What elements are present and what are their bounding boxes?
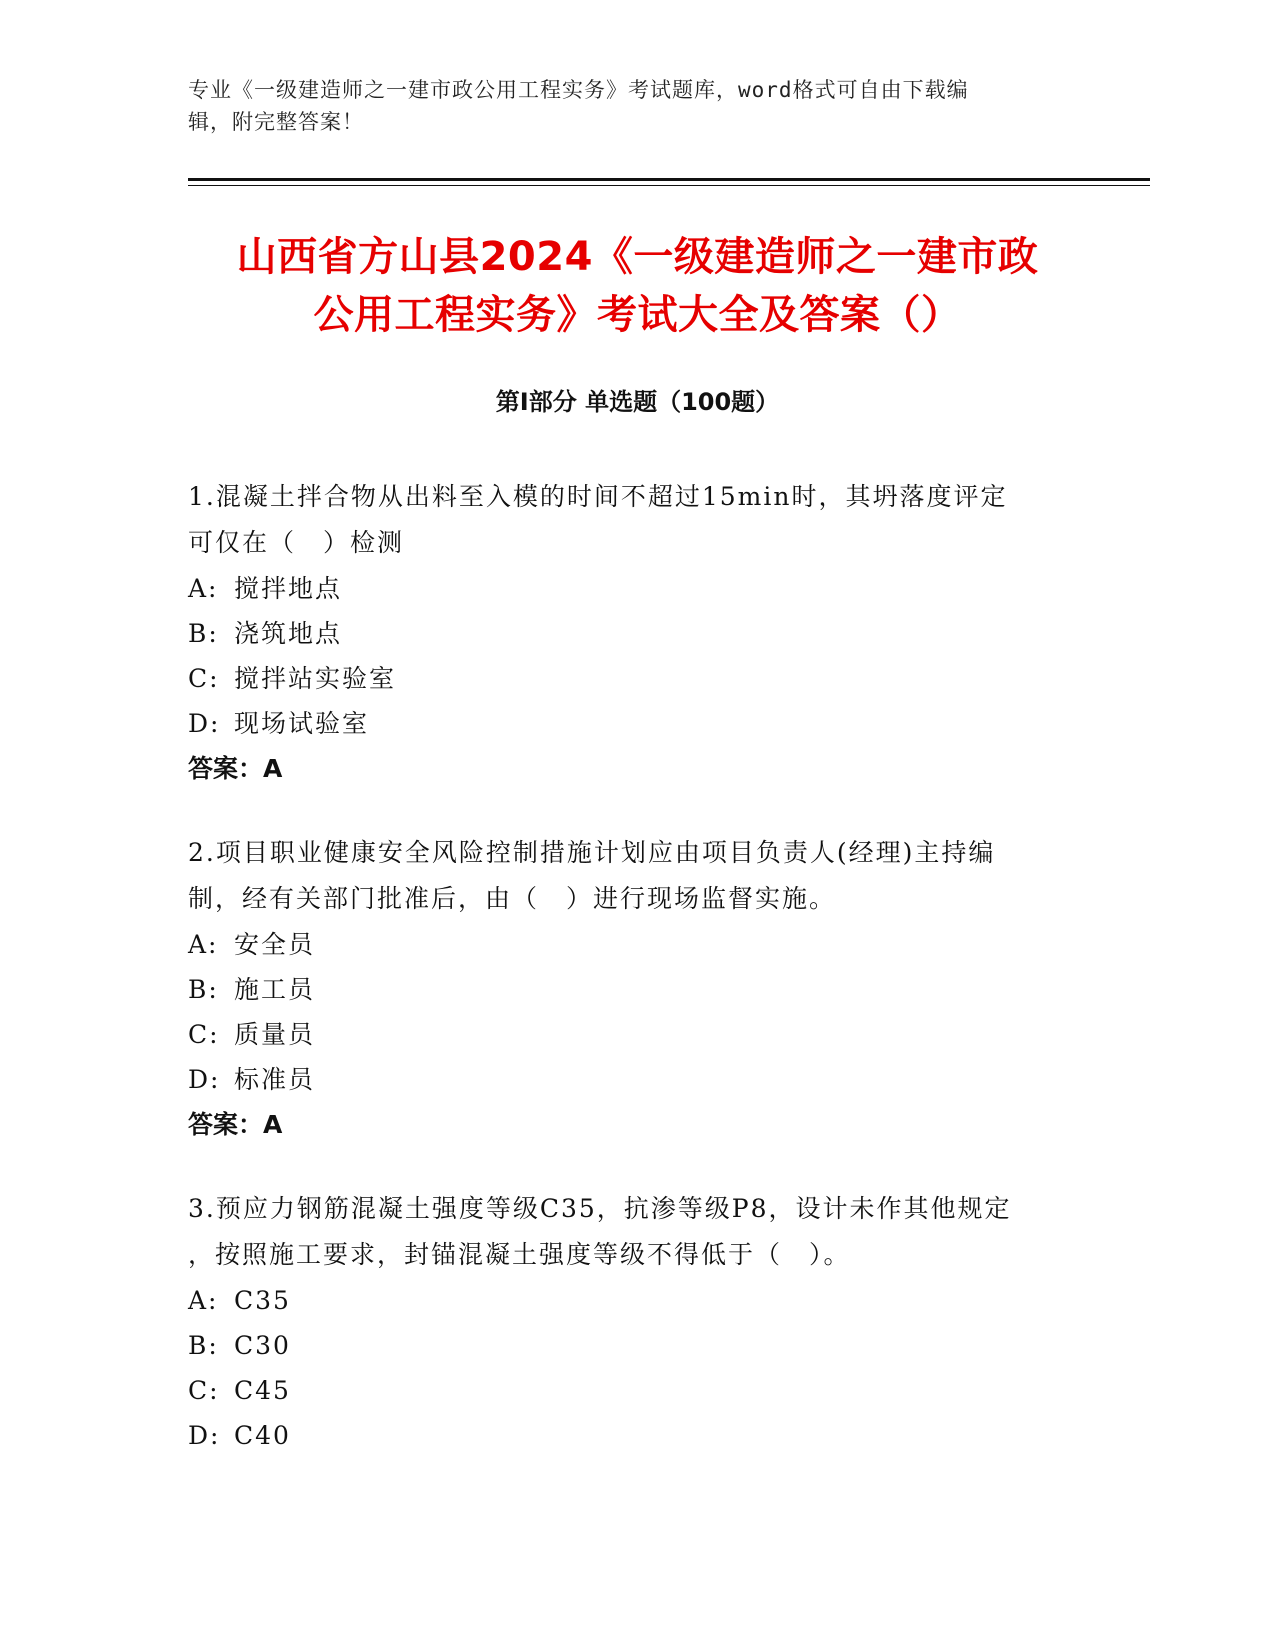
question-stem-line: ，按照施工要求，封锚混凝土强度等级不得低于（ ）。 [188, 1240, 851, 1269]
question-3 [188, 1186, 1068, 1458]
question-stem-line: 3.预应力钢筋混凝土强度等级C35，抗渗等级P8，设计未作其他规定 [188, 1194, 1012, 1223]
option-letter: A: [188, 1286, 219, 1315]
document-title [150, 228, 1125, 344]
option-text: 浇筑地点 [234, 619, 343, 648]
question-stem-line: 可仅在（ ）检测 [188, 528, 405, 557]
option-b [188, 967, 1068, 1012]
option-letter: C: [188, 1376, 220, 1405]
question-stem-line: 制，经有关部门批准后，由（ ）进行现场监督实施。 [188, 884, 837, 913]
answer-label: 答案：A [188, 1110, 283, 1139]
header-note [188, 74, 1068, 138]
option-a [188, 922, 1068, 967]
option-letter: B: [188, 619, 219, 648]
option-text: 安全员 [234, 930, 316, 959]
option-a [188, 566, 1068, 611]
option-letter: A: [188, 574, 219, 603]
option-a [188, 1278, 1068, 1323]
option-text: 搅拌地点 [234, 574, 343, 603]
option-text: 标准员 [234, 1065, 316, 1094]
option-c [188, 1012, 1068, 1057]
option-text: 施工员 [234, 975, 316, 1004]
option-text: C35 [234, 1286, 291, 1315]
option-text: 现场试验室 [234, 709, 370, 738]
option-letter: C: [188, 1020, 220, 1049]
option-b [188, 1323, 1068, 1368]
header-rule-thick [188, 178, 1150, 181]
question-1 [188, 474, 1068, 792]
question-list [188, 474, 1068, 1496]
option-letter: B: [188, 975, 219, 1004]
header-note-line-2: 辑，附完整答案！ [188, 110, 364, 134]
option-letter: A: [188, 930, 219, 959]
option-letter: D: [188, 1065, 221, 1094]
option-letter: D: [188, 709, 221, 738]
option-text: C40 [234, 1421, 291, 1450]
option-d [188, 701, 1068, 746]
option-c [188, 1368, 1068, 1413]
option-letter: D: [188, 1421, 221, 1450]
header-note-line-1: 专业《一级建造师之一建市政公用工程实务》考试题库，word格式可自由下载编 [188, 78, 969, 102]
option-letter: B: [188, 1331, 219, 1360]
option-b [188, 611, 1068, 656]
question-2 [188, 830, 1068, 1148]
option-c [188, 656, 1068, 701]
option-d [188, 1057, 1068, 1102]
question-stem-line: 2.项目职业健康安全风险控制措施计划应由项目负责人(经理)主持编 [188, 838, 996, 867]
option-text: C45 [234, 1376, 291, 1405]
option-text: 质量员 [234, 1020, 316, 1049]
option-text: 搅拌站实验室 [234, 664, 397, 693]
question-stem-line: 1.混凝土拌合物从出料至入模的时间不超过15min时，其坍落度评定 [188, 482, 1008, 511]
option-d [188, 1413, 1068, 1458]
option-letter: C: [188, 664, 220, 693]
document-title-line-1: 山西省方山县2024《一级建造师之一建市政 [236, 234, 1039, 280]
header-rule-thin [188, 185, 1150, 186]
document-title-line-2: 公用工程实务》考试大全及答案（） [313, 292, 962, 338]
option-text: C30 [234, 1331, 291, 1360]
answer-label: 答案：A [188, 754, 283, 783]
section-heading: 第Ⅰ部分 单选题（100题） [495, 388, 780, 416]
